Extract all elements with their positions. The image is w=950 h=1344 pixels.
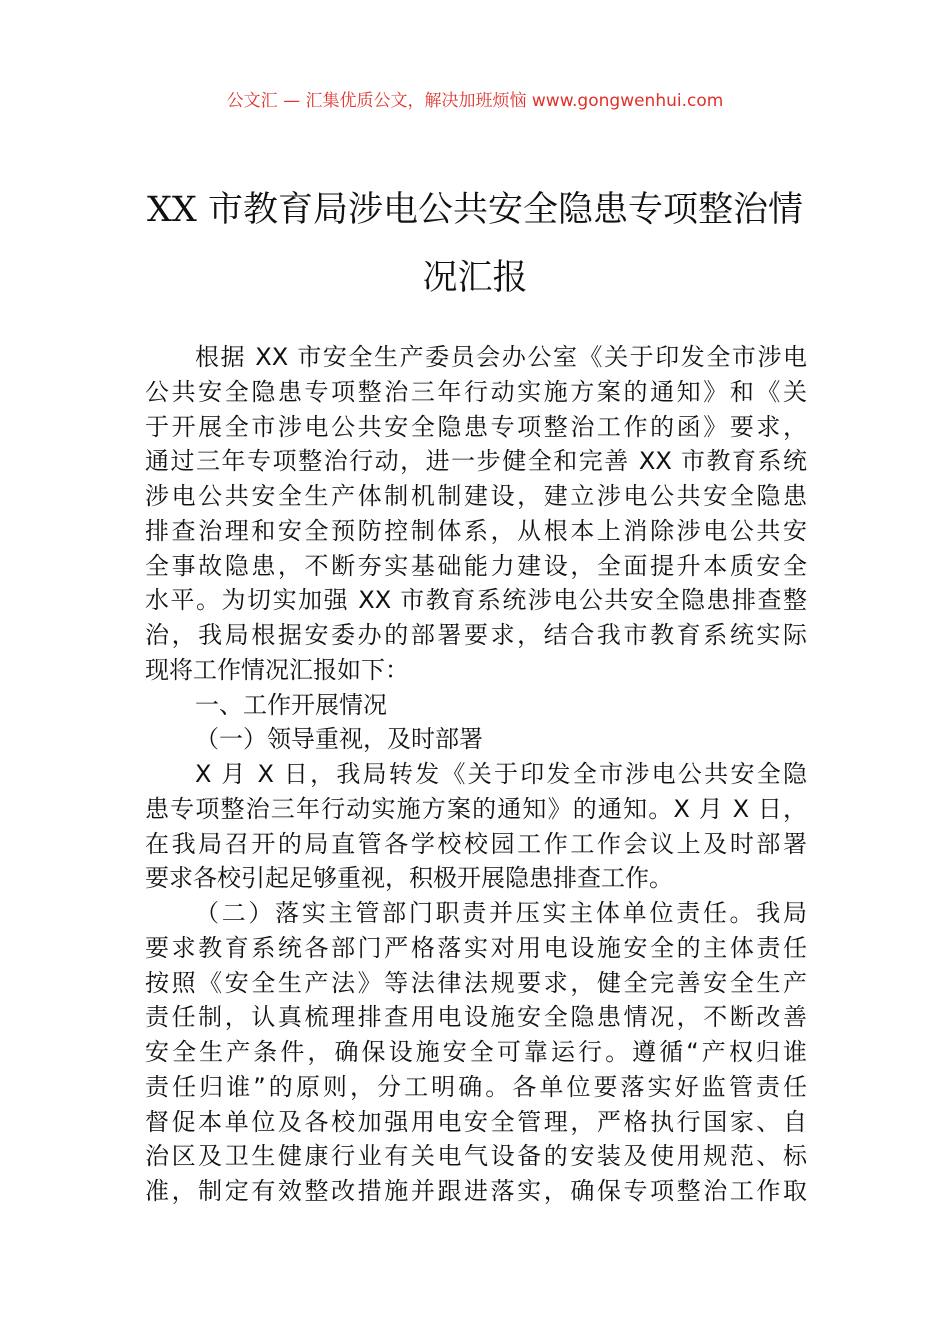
text-line: 要求各校引起足够重视，积极开展隐患排查工作。 xyxy=(145,864,673,893)
text-line: 准，制定有效整改措施并跟进落实，确保专项整治工作取 xyxy=(145,1177,807,1205)
text-line: 治区及卫生健康行业有关电气设备的安装及使用规范、标 xyxy=(145,1142,807,1171)
text-line: 责任制，认真梳理排查用电设施安全隐患情况，不断改善 xyxy=(145,1003,807,1032)
text-line: X 月 X 日，我局转发《关于印发全市涉电公共安全隐 xyxy=(195,760,807,788)
text-line: 现将工作情况汇报如下： xyxy=(145,655,409,684)
text-line: 于开展全市涉电公共安全隐患专项整治工作的函》要求， xyxy=(145,412,807,441)
text-line: （二）落实主管部门职责并压实主体单位责任。我局 xyxy=(195,899,807,927)
document-title xyxy=(120,176,830,312)
text-line: 通过三年专项整治行动，进一步健全和完善 XX 市教育系统 xyxy=(145,447,807,476)
document-title-line-1: XX 市教育局涉电公共安全隐患专项整治情 xyxy=(147,190,803,230)
text-line: （一）领导重视，及时部署 xyxy=(195,725,483,754)
text-line: 在我局召开的局直管各学校校园工作工作会议上及时部署 xyxy=(145,829,807,858)
text-line: 安全生产条件，确保设施安全可靠运行。遵循“产权归谁 xyxy=(145,1038,807,1066)
document-body xyxy=(145,340,807,1209)
text-line: 涉电公共安全生产体制机制建设，建立涉电公共安全隐患 xyxy=(145,482,807,510)
site-header-banner: 公文汇 — 汇集优质公文，解决加班烦恼 www.gongwenhui.com xyxy=(226,91,724,111)
text-line: 按照《安全生产法》等法律法规要求，健全完善安全生产 xyxy=(145,968,807,997)
text-line: 全事故隐患，不断夯实基础能力建设，全面提升本质安全 xyxy=(145,551,807,580)
document-title-line-2: 况汇报 xyxy=(422,258,528,298)
text-line: 督促本单位及各校加强用电安全管理，严格执行国家、自 xyxy=(145,1107,807,1136)
text-line: 公共安全隐患专项整治三年行动实施方案的通知》和《关 xyxy=(145,377,807,406)
text-line: 排查治理和安全预防控制体系，从根本上消除涉电公共安 xyxy=(145,516,807,545)
text-line: 根据 XX 市安全生产委员会办公室《关于印发全市涉电 xyxy=(195,343,807,371)
text-line: 治，我局根据安委办的部署要求，结合我市教育系统实际 xyxy=(145,621,807,649)
text-line: 水平。为切实加强 XX 市教育系统涉电公共安全隐患排查整 xyxy=(145,586,807,615)
text-line: 一、工作开展情况 xyxy=(195,690,387,719)
text-line: 责任归谁”的原则，分工明确。各单位要落实好监管责任 xyxy=(145,1072,807,1101)
text-line: 患专项整治三年行动实施方案的通知》的通知。X 月 X 日， xyxy=(145,794,807,823)
text-line: 要求教育系统各部门严格落实对用电设施安全的主体责任 xyxy=(145,933,807,962)
